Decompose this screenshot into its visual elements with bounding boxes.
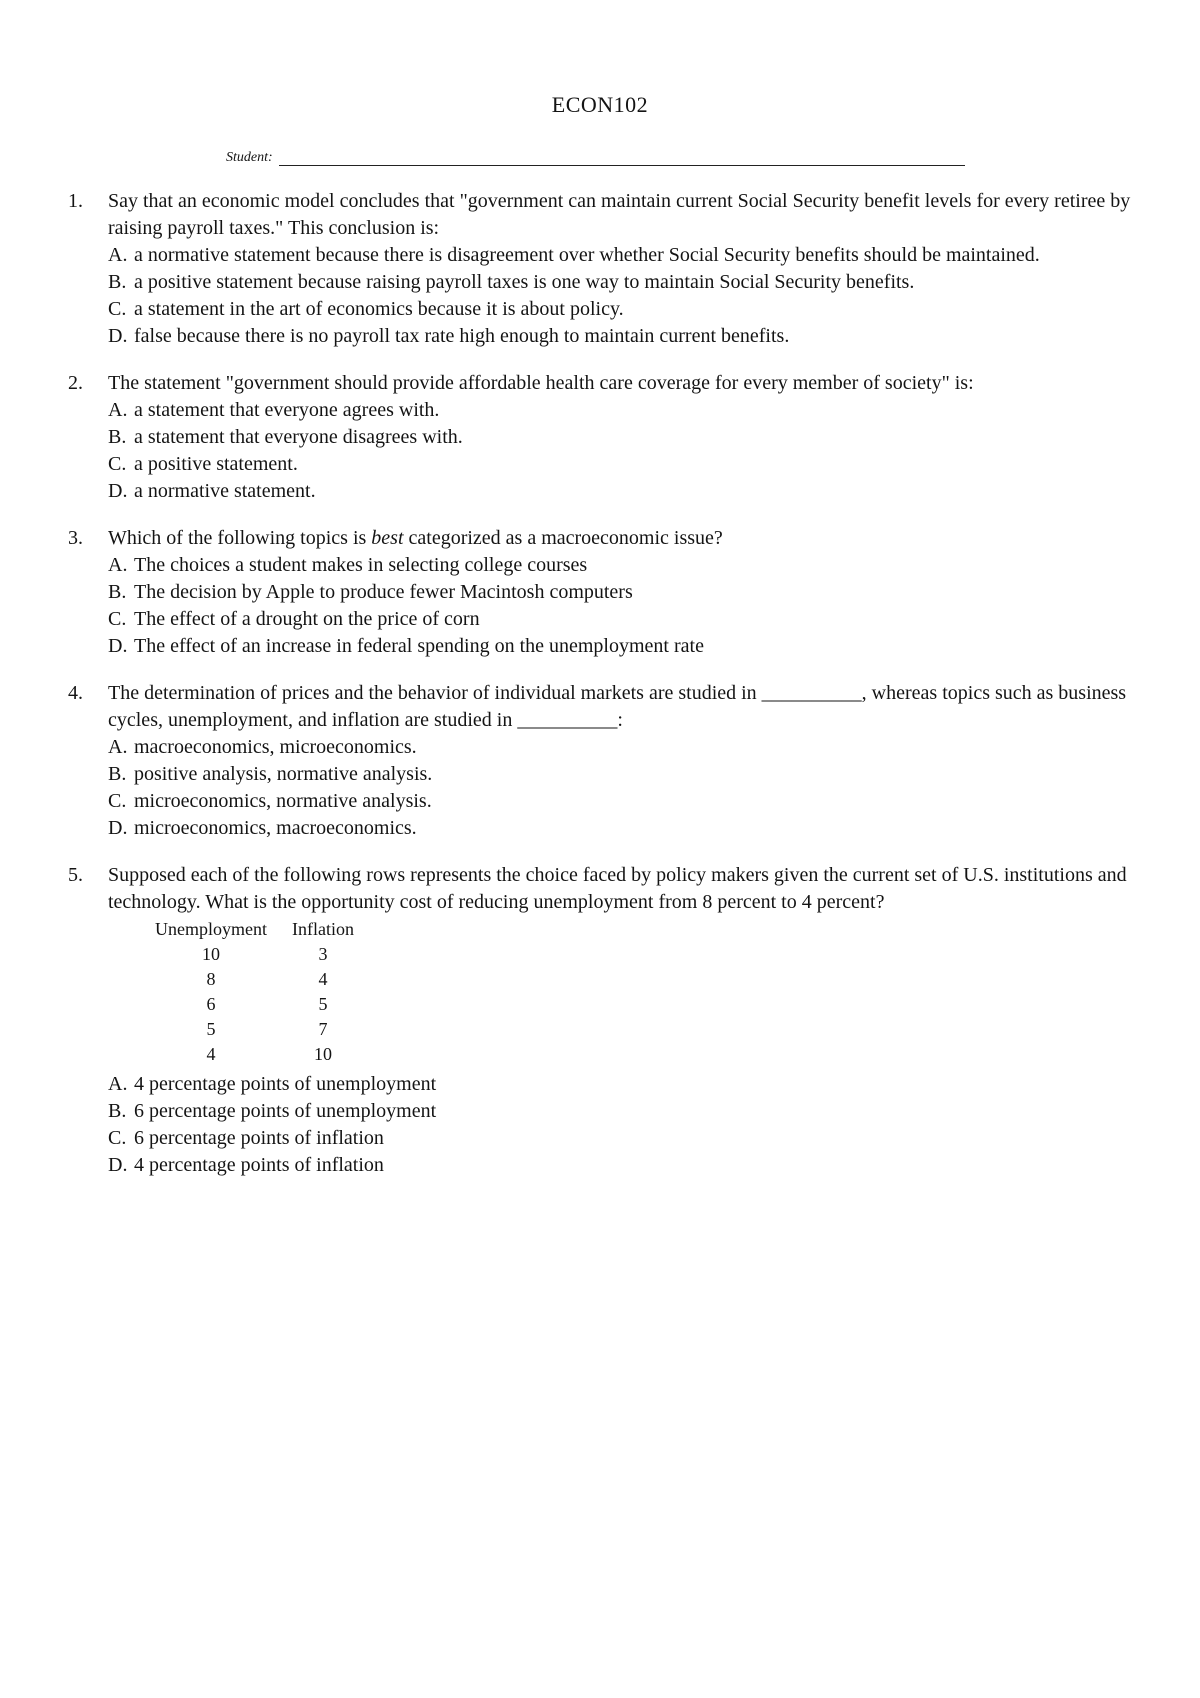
choice-text: 4 percentage points of unemployment xyxy=(134,1073,437,1095)
unemployment-cell: 8 xyxy=(206,969,216,989)
choice-c xyxy=(108,451,1148,478)
choice-text: The decision by Apple to produce fewer Macintosh computers xyxy=(134,581,633,603)
question-list xyxy=(68,188,1148,1199)
choice-text: microeconomics, macroeconomics. xyxy=(134,817,417,839)
question-4 xyxy=(68,680,1148,842)
question-stem xyxy=(108,525,1148,552)
table-row xyxy=(146,942,370,967)
choice-text: macroeconomics, microeconomics. xyxy=(134,736,417,758)
unemployment-cell: 6 xyxy=(206,994,216,1014)
choice-letter: A. xyxy=(108,244,128,266)
choice-letter: C. xyxy=(108,1127,127,1149)
inflation-cell: 7 xyxy=(318,1019,328,1039)
question-5 xyxy=(68,862,1148,1179)
choice-d xyxy=(108,1152,1148,1179)
choice-letter: A. xyxy=(108,1073,128,1095)
stem-text: Which of the following topics is xyxy=(108,527,372,549)
choice-a xyxy=(108,1071,1148,1098)
question-number: 1. xyxy=(68,190,83,212)
inflation-cell: 10 xyxy=(314,1044,332,1064)
choice-text: a statement in the art of economics because it is about policy. xyxy=(134,298,624,320)
choice-b xyxy=(108,269,1148,296)
choice-letter: D. xyxy=(108,480,128,502)
choice-letter: B. xyxy=(108,426,127,448)
choice-text: The effect of a drought on the price of corn xyxy=(134,608,480,630)
choice-letter: B. xyxy=(108,1100,127,1122)
choice-letter: B. xyxy=(108,763,127,785)
choice-c xyxy=(108,1125,1148,1152)
choice-text: The choices a student makes in selecting college courses xyxy=(134,554,588,576)
choice-letter: C. xyxy=(108,608,127,630)
choice-letter: D. xyxy=(108,635,128,657)
table-row xyxy=(146,1017,370,1042)
page-title: ECON102 xyxy=(551,92,649,117)
stem-text: categorized as a macroeconomic issue? xyxy=(403,527,723,549)
choice-text: a positive statement. xyxy=(134,453,298,475)
stem-emphasis: best xyxy=(371,527,404,549)
choice-letter: B. xyxy=(108,581,127,603)
choice-letter: B. xyxy=(108,271,127,293)
question-1 xyxy=(68,188,1148,350)
student-name-line xyxy=(279,151,965,166)
choice-a xyxy=(108,552,1148,579)
choice-c xyxy=(108,606,1148,633)
choice-text: a statement that everyone agrees with. xyxy=(134,399,440,421)
choice-text: false because there is no payroll tax rate high enough to maintain current benefits. xyxy=(134,325,790,347)
question-stem: The statement "government should provide affordable health care coverage for every member of society" is: xyxy=(108,372,974,394)
student-field xyxy=(226,150,965,166)
unemployment-cell: 5 xyxy=(206,1019,216,1039)
choice-letter: A. xyxy=(108,736,128,758)
table-header-row xyxy=(146,917,370,942)
choice-d xyxy=(108,815,1148,842)
choice-text: The effect of an increase in federal spending on the unemployment rate xyxy=(134,635,704,657)
question-stem: Say that an economic model concludes that "government can maintain current Social Security benefit levels for every retiree by raising payroll taxes." This conclusion is: xyxy=(108,190,1131,239)
question-number: 2. xyxy=(68,372,83,394)
choice-a xyxy=(108,734,1148,761)
choice-b xyxy=(108,424,1148,451)
choice-letter: C. xyxy=(108,298,127,320)
choice-text: a positive statement because raising payroll taxes is one way to maintain Social Security benefits. xyxy=(134,271,915,293)
choice-d xyxy=(108,633,1148,660)
choice-b xyxy=(108,1098,1148,1125)
choice-letter: A. xyxy=(108,554,128,576)
choice-a xyxy=(108,242,1148,269)
question-stem: Supposed each of the following rows represents the choice faced by policy makers given the current set of U.S. institutions and technology. What is the opportunity cost of reducing unemployment from 8 percent to 4 percent? xyxy=(108,864,1127,913)
choice-text: positive analysis, normative analysis. xyxy=(134,763,433,785)
choice-letter: C. xyxy=(108,453,127,475)
choice-text: a statement that everyone disagrees with. xyxy=(134,426,463,448)
choice-c xyxy=(108,296,1148,323)
choice-text: 6 percentage points of unemployment xyxy=(134,1100,437,1122)
column-header-inflation: Inflation xyxy=(292,919,354,939)
inflation-cell: 3 xyxy=(318,944,328,964)
question-number: 5. xyxy=(68,864,83,886)
choice-text: 6 percentage points of inflation xyxy=(134,1127,384,1149)
choice-text: microeconomics, normative analysis. xyxy=(134,790,432,812)
choice-text: 4 percentage points of inflation xyxy=(134,1154,384,1176)
column-header-unemployment: Unemployment xyxy=(155,919,267,939)
choice-letter: C. xyxy=(108,790,127,812)
inflation-cell: 4 xyxy=(318,969,328,989)
choice-d xyxy=(108,323,1148,350)
question-stem: The determination of prices and the behavior of individual markets are studied in __________, whereas topics such as business cycles, unemployment, and inflation are studied in __________: xyxy=(108,682,1127,731)
student-label: Student: xyxy=(226,150,273,165)
table-row xyxy=(146,1042,370,1067)
choice-letter: A. xyxy=(108,399,128,421)
unemployment-cell: 10 xyxy=(202,944,220,964)
choice-a xyxy=(108,397,1148,424)
choice-letter: D. xyxy=(108,1154,128,1176)
question-2 xyxy=(68,370,1148,505)
choice-letter: D. xyxy=(108,817,128,839)
choice-letter: D. xyxy=(108,325,128,347)
choice-b xyxy=(108,761,1148,788)
choice-text: a normative statement. xyxy=(134,480,316,502)
choice-b xyxy=(108,579,1148,606)
table-row xyxy=(146,992,370,1017)
choice-d xyxy=(108,478,1148,505)
question-3 xyxy=(68,525,1148,660)
choice-text: a normative statement because there is disagreement over whether Social Security benefits should be maintained. xyxy=(134,244,1040,266)
question-number: 4. xyxy=(68,682,83,704)
table-row xyxy=(146,967,370,992)
unemployment-cell: 4 xyxy=(206,1044,216,1064)
unemployment-inflation-table xyxy=(146,917,370,1067)
choice-c xyxy=(108,788,1148,815)
question-number: 3. xyxy=(68,527,83,549)
inflation-cell: 5 xyxy=(318,994,328,1014)
